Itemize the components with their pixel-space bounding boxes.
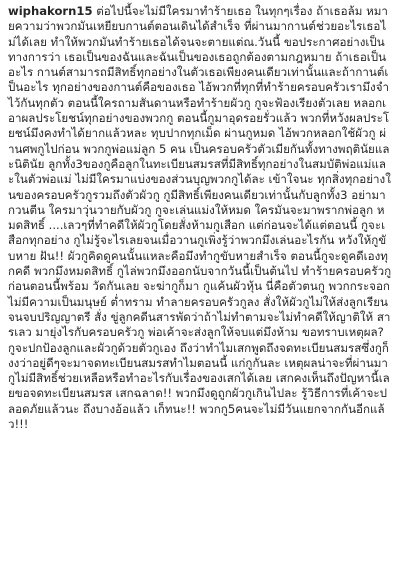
post-username-link[interactable]: wiphakorn15 [8, 4, 93, 18]
post-caption [8, 4, 392, 432]
post-caption-text: ต่อไปนี้จะไม่มีใครมาทำร้ายเธอ ในทุกๆเรื่อง ถ้าเธอล้ม หมายความว่าพวกมันเหยียบกานต์ตอนเดินได้สำเร็จ ที่ผ่านมากานต์ช่วยอะไรเธอไม่ได้เลย ทำให้พวกมันทำร้ายเธอได้จนจะตายแต่ณ.วันนี้ ขอประกาศอย่างเป็นทางการว่า เธอเป็นของฉันและฉันเป็นของเธอถูกต้องตามกฎหมาย ถ้าเธอเป็นอะไร กานต์สามารถมีสิทธิ์ทุกอย่างในตัวเธอเพียงคนเดียวเท่านั้นและถ้ากานต์เป็นอะไร ทุกอย่างของกานต์คือของเธอ ไอ้พวกที่ทุกที่ทำร้ายครอบครัวเรามึงจำไว้กันทุกตัว ตอนนี้ใครถามสันดานหรือทำร้ายผัวกู กูจะฟ้องเรียงตัวเลย หลอกเอาผลประโยชน์ทุกอย่างของพวกกู ตอนนี้กูมาอุดรอยรั่วแล้ว พวกที่หวังผลประโยชน์มึงคงทำได้ยากแล้วหละ ทุบปากทุกเม็ด ผ่านกูหมด ไอ้พวกหลอกใช้ผัวกู ผ่านศพกูไปก่อน พวกกูพ่อแม่ลูก 5 คน เป็นครอบครัวตัวเมียกันทั้งทางพฤตินัยและนิตินัย ลูกทั้ง3ของกูคือลูกในทะเบียนสมรสที่มีสิทธิ์ทุกอย่างในสมบัติพ่อแม่และในตัวพ่อแม่ ไม่มีใครมาแบ่งของส่วนบุญพวกกูได้ละ เข้าใจนะ ทุกสิ่งทุกอย่างในของครอบครัวกูรวมถึงตัวผัวกู กูมีสิทธิ์เพียงคนเดียวเท่านั้นกับลูกทั้ง3 อย่ามากวนตีน ใครมาวุ่นวายกับผัวกู กูจะเล่นแม่งให้หมด ใครมันจะมาพรากพ่อลูก หมดสิทธิ์ ....เลวๆที่ทำคดีให้ผัวกูโดยสั่งห้ามกูเสือก แต่ก่อนจะได้แต่ตอนนี้ กูจะเสือกทุกอย่าง กูไม่รู้จะไรเลยจนเมื่อวานกูเพิ่งรู้ว่าพวกมึงเล่นอะไรกัน หวังให้กูขับหาย ฝัน!! ผัวกูคิดดูคนนั้นแหละคือมึงทำกูขับหายสำเร็จ ตอนนี้กูจะดูคดีเองทุกคดี พวกมึงหมดสิทธิ์ กูไล่พวกมึงออกนับจากวันนี้เป็นต้นไป ทำร้ายครอบครัวกูก่อนตอนนี้พร้อม วัดกันเลย จะฆ่ากูก็มา กูแค้นผัวหุ้น นี่คือตัวตนกู พวกกระจอก ไม่มีความเป็นมนุษย์ ต่ำทราม ทำลายครอบครัวกูลง สั่งให้ผัวกูไม่ให้ส่งลูกเรียนจนจบปริญญาตรี สั่ง ขู่ลูกคดีนสารพัดว่าถ้าไม่ทำตามจะไม่ทำคดีให้ญาติให้ สารเลว มายุ่งไรกับครอบครัวกู พ่อเค้าจะส่งลูกให้จบแต่มึงห้าม ขอทราบเหตุผล? กูจะปกป้องลูกและผัวกูด้วยตัวกูเอง ถึงว่าทำไมเสกพูดถึงจดทะเบียนสมรสซึ่งกูก็งงว่าอยู่ดีๆจะมาจดทะเบียนสมรสทำไมตอนนี้ แก่กูกันละ เหตุผลน่าจะที่ผ่านมา กูไม่มีสิทธิ์ช่วยเหลือหรือทำอะไรกับเรื่องของเสกได้เลย เสกคงเห็นถึงปัญหานี้เลยขอจดทะเบียนสมรส เสกฉลาด!! พวกมึงดูถูกผัวกูเกินไปละ รู้วิธีการที่เค้าจะปลอดภัยแล้วนะ ถึงบางอ้อแล้ว เก็ทนะ!! พวกกู5คนจะไม่มีวันแยกจากกันอีกแล้ว!!! [8, 4, 392, 432]
